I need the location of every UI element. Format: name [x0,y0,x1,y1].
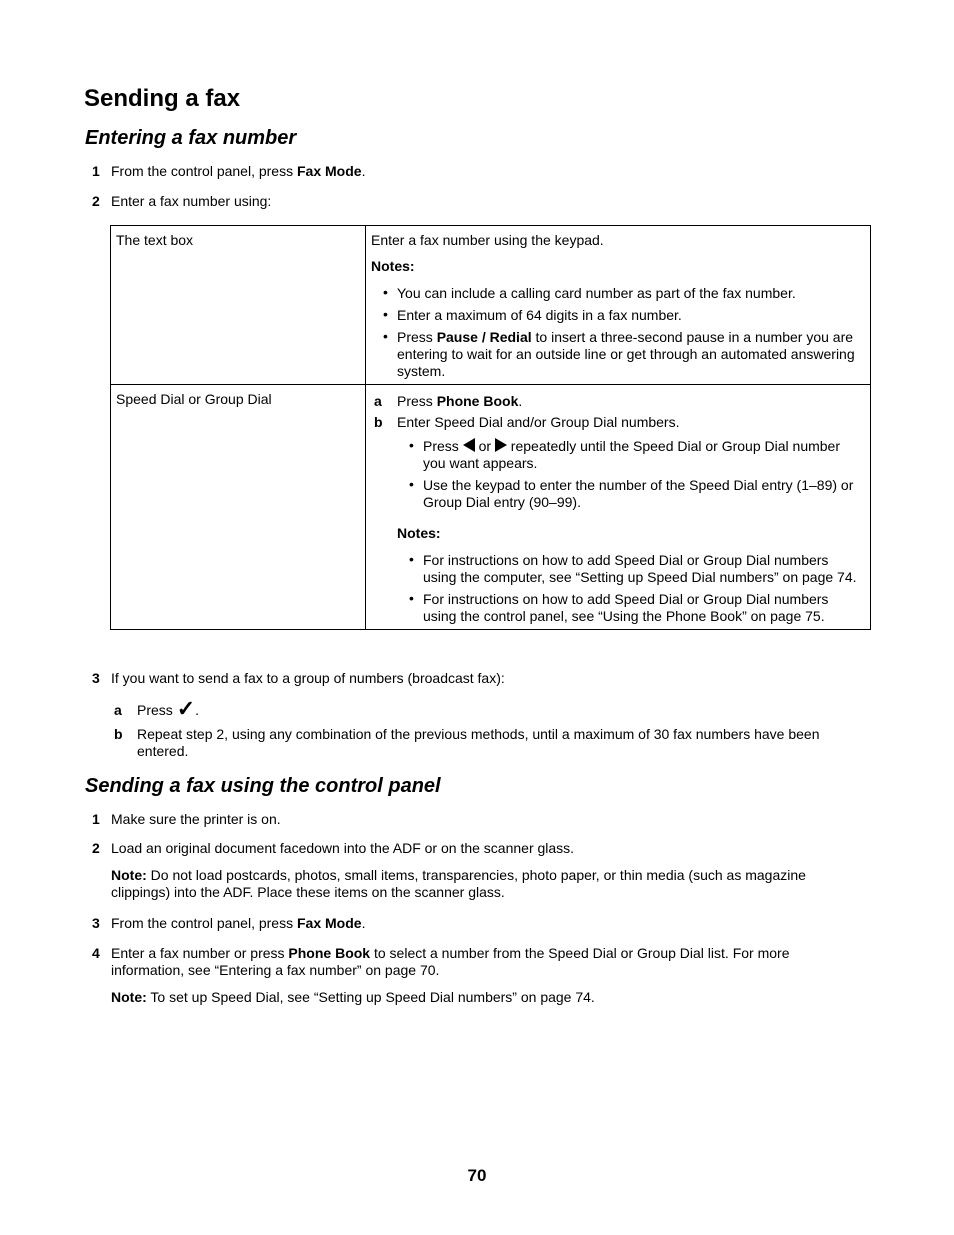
list-item: • Press or repeatedly until the Speed Dial or Group Dial number you want appears. [409,437,840,471]
step-2: 2 Load an original document facedown into the ADF or on the scanner glass. [92,840,575,856]
note: Note: Do not load postcards, photos, small items, transparencies, photo paper, or thin media (such as magazine clippings) into the ADF. Place these items on the scanner glass. [111,867,806,900]
substep-b: b Repeat step 2, using any combination of the previous methods, until a maximum of 30 fax numbers have been entered. [114,726,820,759]
step-number: 2 [92,840,100,856]
method-cell: Speed Dial or Group Dial [111,385,366,630]
table-row [111,385,871,630]
bullet-icon: • [409,551,414,567]
fax-mode-label: Fax Mode [296,163,362,179]
left-arrow-icon [463,438,475,452]
bullet-icon: • [409,437,414,453]
step-4: 4 Enter a fax number or press Phone Book to select a number from the Speed Dial or Group Dial list. For more information, see “Entering a fax number” on page 70. [92,945,790,978]
bullet-icon: • [383,328,388,344]
step-1: 1 From the control panel, press Fax Mode. [92,163,366,179]
page-title: Sending a fax [84,85,241,112]
phone-book-label: Phone Book [436,393,519,409]
table-row [111,226,871,385]
method-cell: The text box [111,226,366,385]
bullet-icon: • [383,284,388,300]
notes-list [397,552,865,625]
page-number: 70 [467,1166,487,1185]
step-2: 2 Enter a fax number using: [92,193,272,209]
step-number: 1 [92,163,100,179]
substep-b-list [397,438,865,511]
bullet-icon: • [409,590,414,606]
list-item: • For instructions on how to add Speed Dial or Group Dial numbers using the control panel, see “Using the Phone Book” on page 75. [409,590,829,624]
substep-b: b Enter Speed Dial and/or Group Dial numbers. [374,414,680,430]
step-1: 1 Make sure the printer is on. [92,811,281,827]
checkmark-icon: ✓ [176,696,196,721]
list-item: • Use the keypad to enter the number of the Speed Dial entry (1–89) or Group Dial entry (90–99). [409,476,854,510]
notes-label: Notes: [371,258,415,274]
list-item: • For instructions on how to add Speed Dial or Group Dial numbers using the computer, see “Setting up Speed Dial numbers” on page 74. [409,551,857,585]
list-item: • You can include a calling card number as part of the fax number. [383,284,796,301]
list-item: • Press Pause / Redial to insert a three-second pause in a number you are entering to wait for an outside line or get through an automated answering system. [383,328,855,379]
description-cell: Enter a fax number using the keypad. Notes: • You can include a calling card number as part of the fax number. • Enter a maximum of 64 digits in a fax number. • Press Pause / Redial to insert a three-second pause in a number you are entering to wait for an outside line or get through an automated answering system. [366,226,871,385]
notes-list [371,285,865,380]
step-number: 4 [92,945,100,961]
list-item: • Enter a maximum of 64 digits in a fax number. [383,306,682,323]
note: Note: To set up Speed Dial, see “Setting up Speed Dial numbers” on page 74. [111,989,595,1005]
bullet-icon: • [409,476,414,492]
right-arrow-icon [495,438,507,452]
fax-mode-label: Fax Mode [296,915,362,931]
step-number: 2 [92,193,100,209]
step-number: 1 [92,811,100,827]
fax-number-methods-table [110,225,871,630]
note-label: Note: [111,989,147,1005]
substep-a: a Press ✓. [114,696,200,721]
step-3: 3 If you want to send a fax to a group of numbers (broadcast fax): [92,670,505,686]
step-3: 3 From the control panel, press Fax Mode. [92,915,366,931]
step-number: 3 [92,670,100,686]
phone-book-label: Phone Book [288,945,371,961]
step-number: 3 [92,915,100,931]
description-cell [366,385,871,630]
notes-label: Notes: [397,525,441,541]
section-heading-entering-fax-number: Entering a fax number [85,127,297,149]
note-label: Note: [111,867,147,883]
bullet-icon: • [383,306,388,322]
section-heading-sending-fax-control-panel: Sending a fax using the control panel [85,775,441,797]
substep-a: a Press Phone Book. [374,393,523,409]
